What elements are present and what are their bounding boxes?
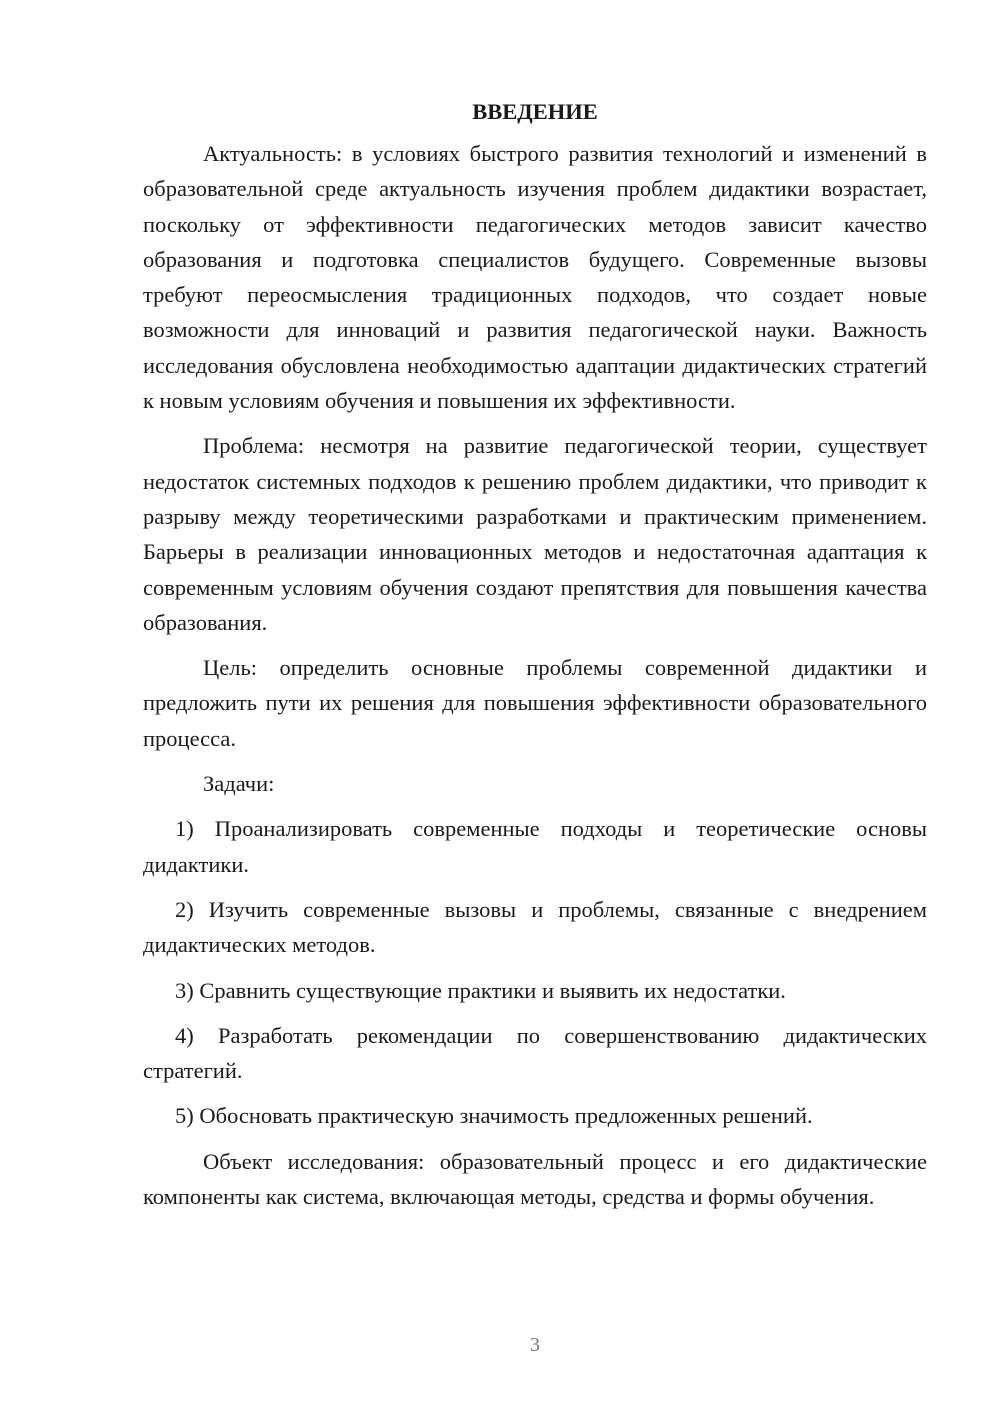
paragraph-problem: Проблема: несмотря на развитие педагогической теории, существует недостаток системных подходов к решению проблем дидактики, что приводит к разрыву между теоретическими разработками и практическим применением. Барьеры в реализации инновационных методов и недостаточная адаптация к современным условиям обучения создают препятствия для повышения качества образования. xyxy=(143,433,927,635)
paragraph-relevance: Актуальность: в условиях быстрого развития технологий и изменений в образовательной среде актуальность изучения проблем дидактики возрастает, поскольку от эффективности педагогических методов зависит качество образования и подготовка специалистов будущего. Современные вызовы требуют переосмысления традиционных подходов, что создает новые возможности для инноваций и развития педагогической науки. Важность исследования обусловлена необходимостью адаптации дидактических стратегий к новым условиям обучения и повышения их эффективности. xyxy=(143,141,927,414)
task-item: 3) Сравнить существующие практики и выявить их недостатки. xyxy=(175,977,786,1003)
paragraph-object: Объект исследования: образовательный процесс и его дидактические компоненты как система, включающая методы, средства и формы обучения. xyxy=(143,1148,927,1210)
task-item: 5) Обосновать практическую значимость предложенных решений. xyxy=(175,1103,813,1129)
task-item: 2) Изучить современные вызовы и проблемы, связанные с внедрением дидактических методов. xyxy=(143,896,927,958)
section-title: ВВЕДЕНИЕ xyxy=(472,99,598,124)
page-number: 3 xyxy=(530,1334,540,1356)
task-item: 1) Проанализировать современные подходы и теоретические основы дидактики. xyxy=(143,816,927,877)
document-body xyxy=(143,96,927,1224)
tasks-heading: Задачи: xyxy=(203,771,275,797)
paragraph-goal: Цель: определить основные проблемы современной дидактики и предложить пути их решения для повышения эффективности образовательного процесса. xyxy=(143,655,927,751)
task-item: 4) Разработать рекомендации по совершенствованию дидактических стратегий. xyxy=(143,1022,927,1084)
